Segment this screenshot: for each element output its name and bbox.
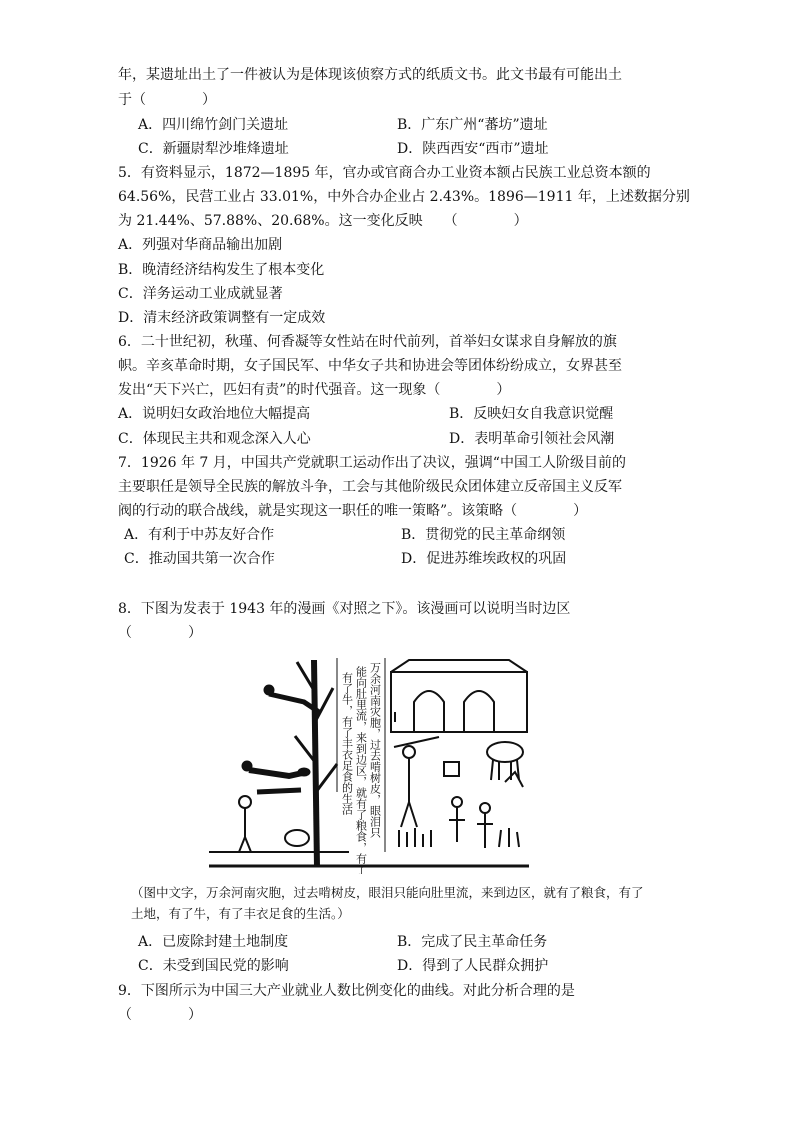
q6-option-d: D．表明革命引领社会风潮 [449, 431, 615, 447]
q8-option-c: C．未受到国民党的影响 [138, 958, 289, 974]
svg-text:万余河南灾胞，过去啃树皮，眼泪只: 万余河南灾胞，过去啃树皮，眼泪只 [368, 662, 382, 838]
q4-stem-line2: 于（ ） [118, 92, 216, 108]
cartoon-vertical-text [341, 662, 382, 874]
q5-option-c: C．洋务运动工业成就显著 [118, 286, 283, 302]
q6-stem-line1: 6．二十世纪初，秋瑾、何香凝等女性站在时代前列，首举妇女谋求自身解放的旗 [118, 334, 617, 350]
q4-option-d: D．陕西西安“西市”遗址 [397, 141, 549, 157]
q8-stem-line1: 8．下图为发表于 1943 年的漫画《对照之下》。该漫画可以说明当时边区 [118, 601, 571, 617]
q7-option-d: D．促进苏维埃政权的巩固 [401, 551, 567, 567]
svg-text:有了牛，有了丰衣足食的生活: 有了牛，有了丰衣足食的生活 [340, 672, 354, 815]
q4-stem-line1: 年，某遗址出土了一件被认为是体现该侦察方式的纸质文书。此文书最有可能出土 [118, 67, 622, 83]
q4-option-a: A．四川绵竹剑门关遗址 [138, 117, 289, 133]
q7-option-b: B．贯彻党的民主革命纲领 [401, 527, 566, 543]
prosperity-scene [391, 660, 527, 848]
cartoon-illustration [209, 652, 531, 874]
q8-option-d: D．得到了人民群众拥护 [397, 958, 549, 974]
q4-option-c: C．新疆尉犁沙堆烽遗址 [138, 141, 289, 157]
q5-option-a: A．列强对华商品输出加剧 [118, 237, 283, 253]
q4-option-b: B．广东广州“蕃坊”遗址 [397, 117, 548, 133]
q5-stem-line1: 5．有资料显示，1872—1895 年，官办或官商合办工业资本额占民族工业总资本额的 [118, 165, 651, 181]
q7-stem-line1: 7．1926 年 7 月，中国共产党就职工运动作出了决议，强调“中国工人阶级目前的 [118, 455, 626, 471]
q7-stem-line2: 主要职任是领导全民族的解放斗争，工会与其他阶级民众团体建立反帝国主义反军 [118, 479, 622, 495]
q6-option-a: A．说明妇女政治地位大幅提高 [118, 406, 311, 422]
q8-option-a: A．已废除封建土地制度 [138, 934, 289, 950]
q8-stem-line2: （ ） [118, 625, 202, 641]
q6-stem-line2: 帜。辛亥革命时期，女子国民军、中华女子共和协进会等团体纷纷成立，女界甚至 [118, 358, 622, 374]
q8-caption-line1: （图中文字，万余河南灾胞，过去啃树皮，眼泪只能向肚里流，来到边区，就有了粮食，有了 [131, 885, 644, 900]
q6-option-b: B．反映妇女自我意识觉醒 [449, 406, 614, 422]
q7-stem-line3: 阀的行动的联合战线，就是实现这一职任的唯一策略”。该策略（ ） [118, 503, 588, 519]
q5-option-d: D．清末经济政策调整有一定成效 [118, 310, 326, 326]
q8-option-b: B．完成了民主革命任务 [397, 934, 548, 950]
q9-stem-line1: 9．下图所示为中国三大产业就业人数比例变化的曲线。对此分析合理的是 [118, 983, 575, 999]
q5-stem-line2: 64.56%，民营工业占 33.01%，中外合办企业占 2.43%。1896—1911 年，上述数据分别 [118, 189, 690, 205]
q8-caption-line2: 土地，有了牛，有了丰衣足食的生活。） [131, 906, 350, 921]
q6-option-c: C．体现民主共和观念深入人心 [118, 431, 311, 447]
q9-stem-line2: （ ） [118, 1007, 202, 1023]
q7-option-c: C．推动国共第一次合作 [124, 551, 275, 567]
q5-option-b: B．晚清经济结构发生了根本变化 [118, 262, 325, 278]
q6-stem-line3: 发出“天下兴亡，匹妇有责”的时代强音。这一现象（ ） [118, 382, 511, 398]
svg-text:能向肚里流，来到边区，就有了粮食，有了土地: 能向肚里流，来到边区，就有了粮食，有了土地 [354, 666, 368, 874]
q5-stem-line3: 为 21.44%、57.88%、20.68%。这一变化反映 （ ） [118, 213, 528, 229]
q7-option-a: A．有利于中苏友好合作 [124, 527, 275, 543]
